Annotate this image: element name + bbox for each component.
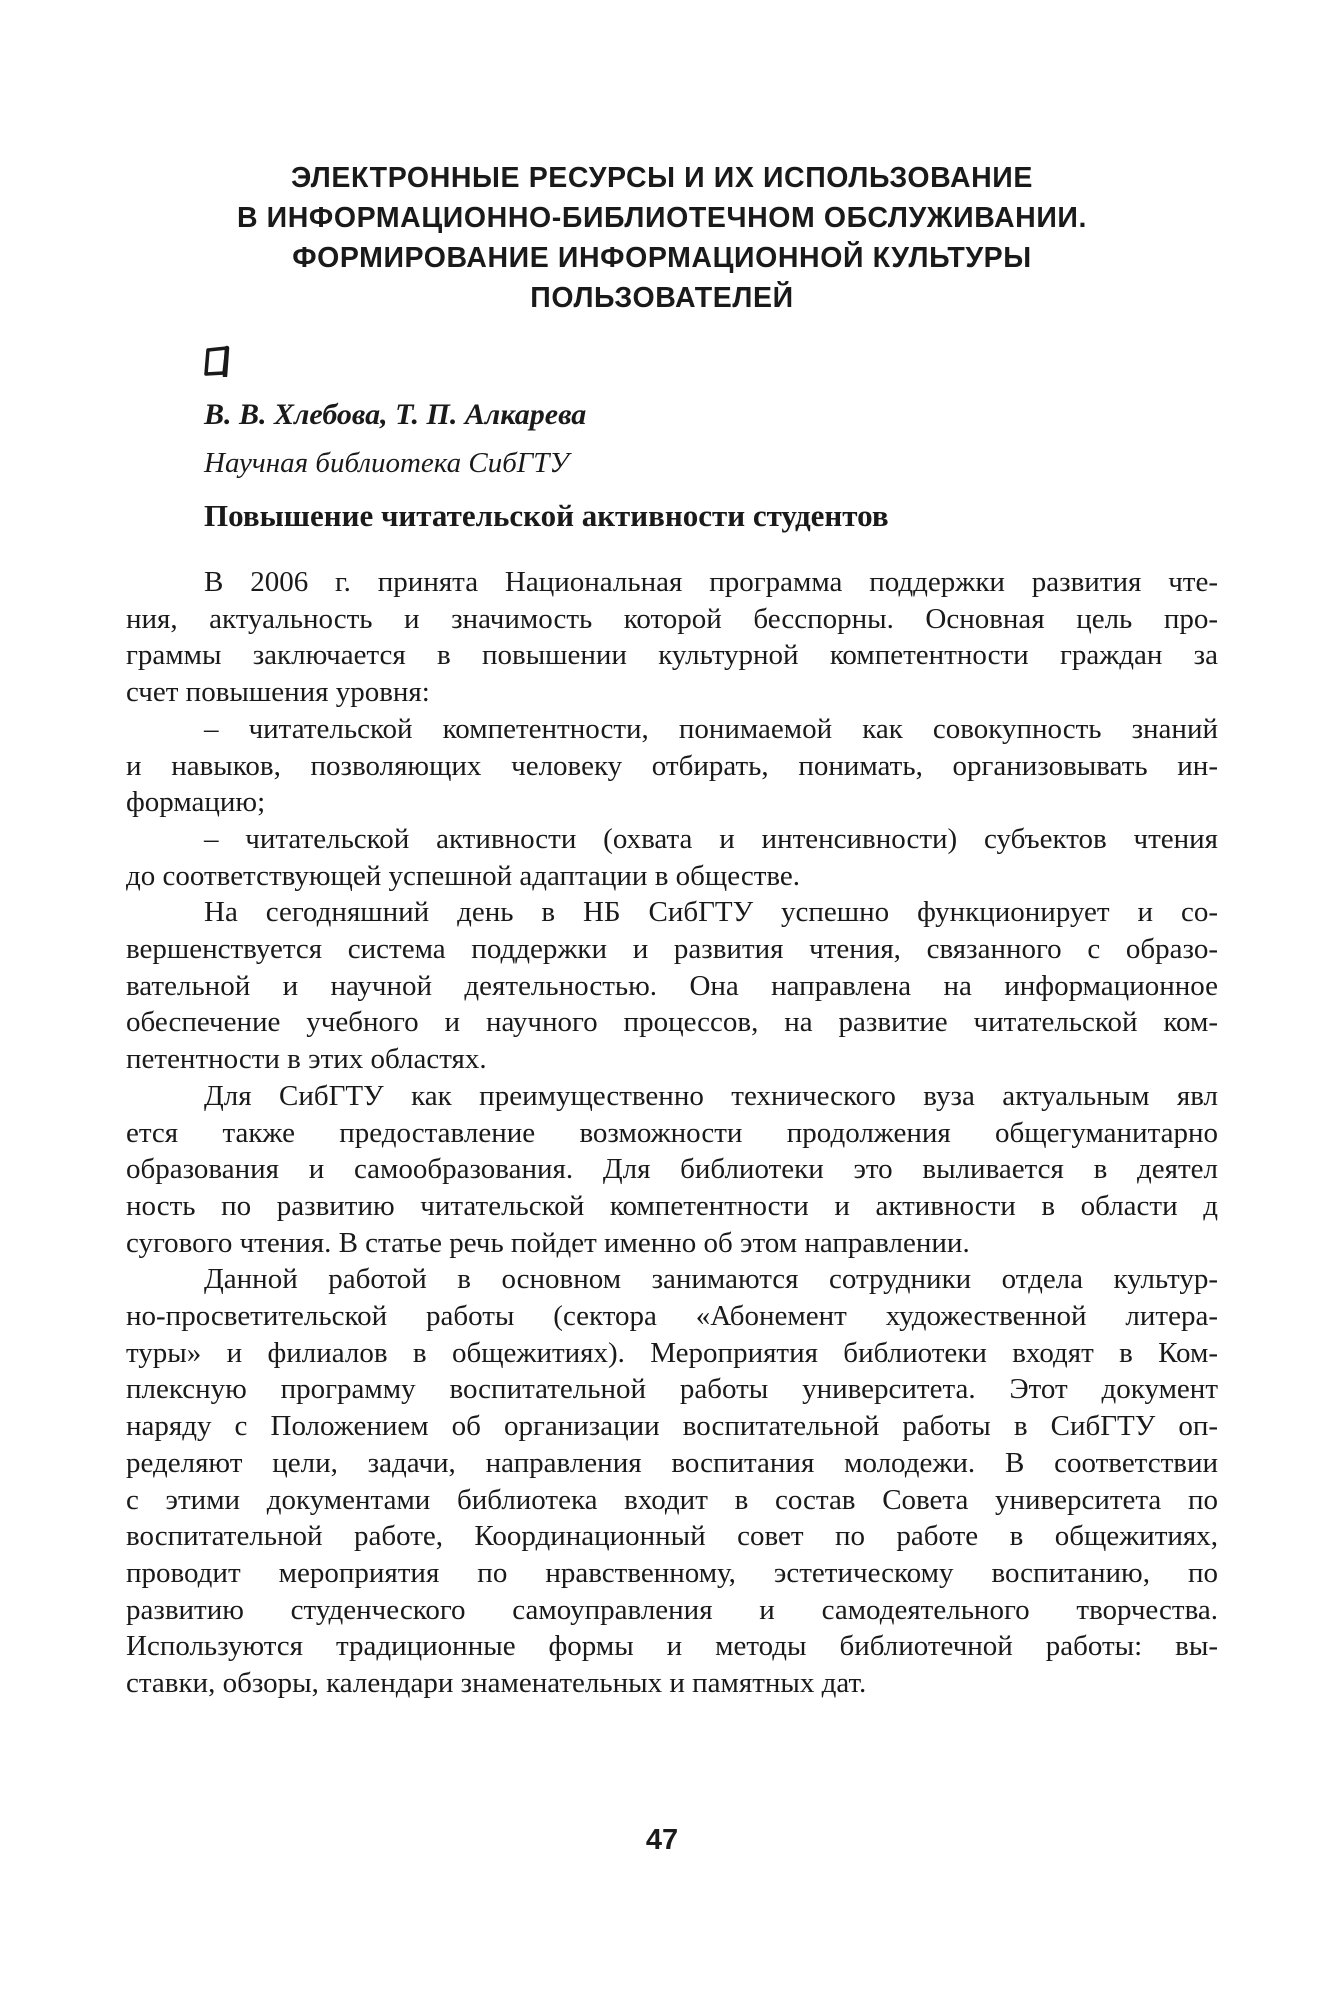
text-line: обеспечение учебного и научного процессов, на развитие читательской ком-: [126, 1006, 1218, 1039]
text-line: но-просветительской работы (сектора «Абонемент художественной литера-: [126, 1300, 1218, 1333]
text-line: – читательской активности (охвата и интенсивности) субъектов чтения: [204, 822, 1218, 855]
text-line: и навыков, позволяющих человеку отбирать, понимать, организовывать ин-: [126, 749, 1218, 782]
text-line: ния, актуальность и значимость которой бесспорны. Основная цель про-: [126, 602, 1218, 635]
checkbox-square-icon: [204, 345, 230, 377]
section-title-line: В ИНФОРМАЦИОННО-БИБЛИОТЕЧНОМ ОБСЛУЖИВАНИИ.: [236, 202, 1088, 234]
article-affiliation: Научная библиотека СибГТУ: [204, 447, 569, 479]
text-line: проводит мероприятия по нравственному, эстетическому воспитанию, по: [126, 1556, 1218, 1589]
text-line: Данной работой в основном занимаются сотрудники отдела культур-: [204, 1263, 1218, 1296]
text-line: туры» и филиалов в общежитиях). Мероприятия библиотеки входят в Ком-: [126, 1336, 1218, 1369]
text-line: плексную программу воспитательной работы университета. Этот документ: [126, 1373, 1218, 1406]
text-line: граммы заключается в повышении культурной компетентности граждан за: [126, 639, 1218, 672]
text-line: с этими документами библиотека входит в состав Совета университета по: [126, 1483, 1218, 1516]
text-line: формацию;: [126, 786, 266, 819]
text-line: Используются традиционные формы и методы библиотечной работы: вы-: [126, 1630, 1218, 1663]
article-authors: В. В. Хлебова, Т. П. Алкарева: [204, 398, 587, 431]
text-line: петентности в этих областях.: [126, 1043, 487, 1076]
section-title-line: ФОРМИРОВАНИЕ ИНФОРМАЦИОННОЙ КУЛЬТУРЫ: [292, 242, 1032, 274]
text-line: ставки, обзоры, календари знаменательных и памятных дат.: [126, 1667, 867, 1700]
text-line: вершенствуется система поддержки и развития чтения, связанного с образо-: [126, 933, 1218, 966]
text-line: ется также предоставление возможности продолжения общегуманитарно: [126, 1116, 1218, 1149]
section-title-line: ПОЛЬЗОВАТЕЛЕЙ: [530, 282, 794, 314]
text-line: Для СибГТУ как преимущественно технического вуза актуальным явл: [204, 1079, 1218, 1112]
article-title: Повышение читательской активности студентов: [204, 498, 889, 533]
text-line: воспитательной работе, Координационный совет по работе в общежитиях,: [126, 1520, 1218, 1553]
text-line: В 2006 г. принята Национальная программа поддержки развития чте-: [204, 566, 1218, 598]
text-line: до соответствующей успешной адаптации в обществе.: [126, 859, 801, 892]
article-body: [126, 564, 1218, 1702]
text-line: ределяют цели, задачи, направления воспитания молодежи. В соответствии: [126, 1446, 1218, 1479]
text-line: вательной и научной деятельностью. Она направлена на информационное: [126, 969, 1218, 1002]
section-title-line: ЭЛЕКТРОННЫЕ РЕСУРСЫ И ИХ ИСПОЛЬЗОВАНИЕ: [290, 162, 1034, 194]
text-line: – читательской компетентности, понимаемой как совокупность знаний: [204, 712, 1218, 745]
page-number: 47: [645, 1824, 679, 1856]
text-line: образования и самообразования. Для библиотеки это выливается в деятел: [126, 1153, 1218, 1186]
section-title: [140, 158, 1184, 318]
text-line: На сегодняшний день в НБ СибГТУ успешно функционирует и со-: [204, 896, 1218, 929]
text-line: ность по развитию читательской компетентности и активности в области д: [126, 1189, 1218, 1222]
text-line: развитию студенческого самоуправления и самодеятельного творчества.: [126, 1593, 1218, 1626]
text-line: наряду с Положением об организации воспитательной работы в СибГТУ оп-: [126, 1410, 1218, 1443]
text-line: счет повышения уровня:: [126, 676, 430, 709]
text-line: сугового чтения. В статье речь пойдет именно об этом направлении.: [126, 1226, 970, 1259]
